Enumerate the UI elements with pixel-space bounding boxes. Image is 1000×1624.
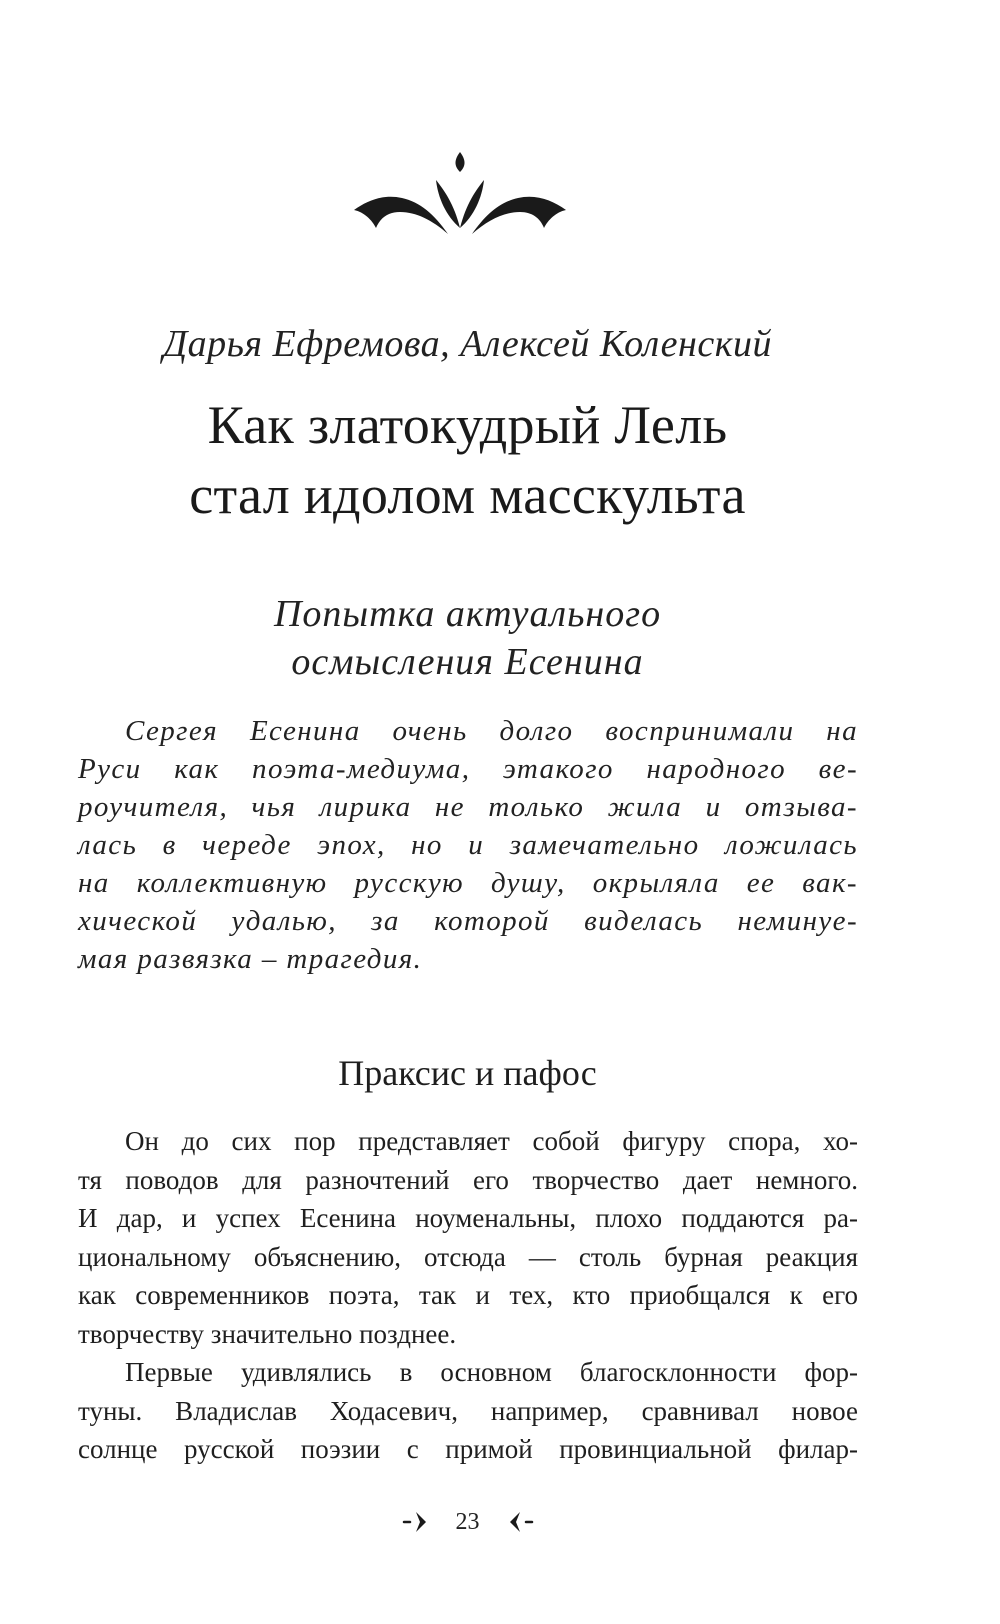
title-line-1: Как златокудрый Лель (207, 395, 728, 455)
floral-ornament-icon (350, 150, 570, 250)
epigraph-line: Сергея Есенина очень долго воспринимали на (125, 715, 858, 747)
epigraph-line: мая развязка – трагедия. (78, 943, 423, 975)
epigraph-paragraph (78, 712, 858, 978)
title-line-2: стал идолом масскульта (189, 465, 746, 525)
paragraph-line: циональному объяснению, отсюда — столь бурная реакция (78, 1241, 858, 1272)
epigraph-line: роучителя, чья лирика не только жила и отзыва- (78, 791, 858, 823)
page-number: 23 (455, 1508, 480, 1535)
epigraph-line: хической удалью, за которой виделась неминуе- (78, 905, 858, 937)
article-title (0, 390, 935, 530)
arrow-right-ornament-icon (402, 1509, 432, 1535)
paragraph-line: И дар, и успех Есенина ноуменальны, плохо поддаются ра- (78, 1203, 858, 1233)
paragraph-line: как современников поэта, так и тех, кто приобщался к его (78, 1280, 858, 1310)
paragraph-line: туны. Владислав Ходасевич, например, сравнивал новое (78, 1395, 858, 1426)
epigraph-line: на коллективную русскую душу, окрыляла ее вак- (78, 867, 858, 899)
subtitle-line-2: осмысления Есенина (291, 641, 644, 683)
paragraph-line: тя поводов для разночтений его творчество дает немного. (78, 1164, 858, 1195)
paragraph-line: Он до сих пор представляет собой фигуру спора, хо- (125, 1126, 858, 1156)
epigraph-line: Руси как поэта-медиума, этакого народного ве- (78, 753, 858, 785)
subtitle-line-1: Попытка актуального (273, 593, 662, 635)
paragraph-line: Первые удивлялись в основном благосклонности фор- (125, 1357, 858, 1387)
body-text (78, 1122, 858, 1469)
epigraph-line: лась в череде эпох, но и замечательно ложилась (78, 829, 858, 861)
arrow-left-ornament-icon (504, 1509, 534, 1535)
page-footer (0, 1508, 935, 1548)
article-subtitle (0, 590, 935, 686)
section-heading: Праксис и пафос (338, 1053, 597, 1093)
paragraph-line: солнце русской поэзии с примой провинциальной филар- (78, 1434, 858, 1464)
paragraph-line: творчеству значительно позднее. (78, 1318, 457, 1349)
authors-line: Дарья Ефремова, Алексей Коленский (162, 323, 773, 365)
